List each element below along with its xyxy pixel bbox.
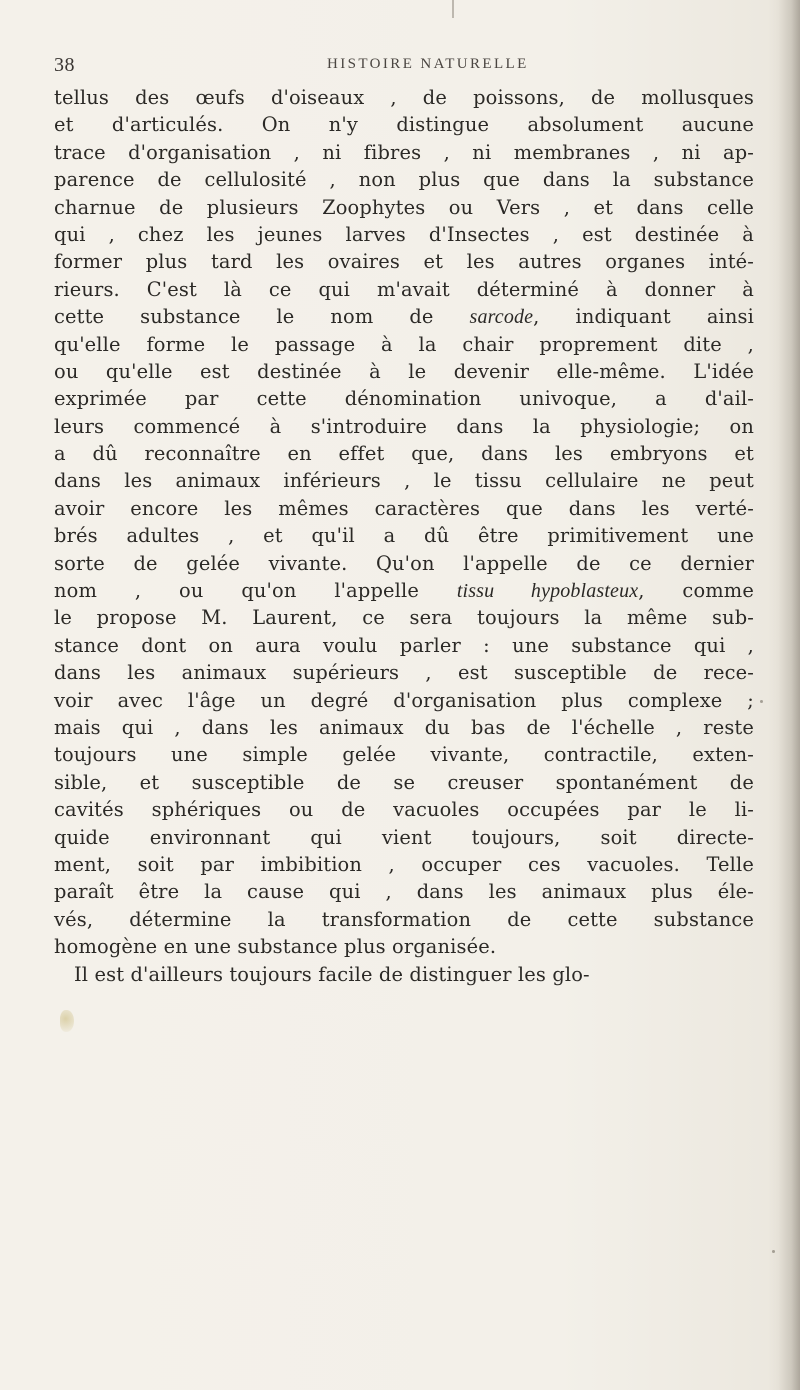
page-number: 38 (54, 54, 75, 76)
text-line: mais qui , dans les animaux du bas de l'échelle , reste (54, 715, 754, 739)
italic-term-sarcode: sarcode (469, 306, 534, 329)
text-line: stance dont on aura voulu parler : une substance qui , (54, 633, 754, 657)
text-fragment: , indiquant ainsi (533, 305, 754, 329)
text-line: sible, et susceptible de se creuser spontanément de (54, 770, 754, 794)
top-margin-mark (452, 0, 454, 18)
paper-speck (760, 700, 763, 703)
text-line: rieurs. C'est là ce qui m'avait déterminé à donner à (54, 277, 754, 301)
page-edge-shadow (778, 0, 800, 1390)
text-line: a dû reconnaître en effet que, dans les embryons et (54, 442, 754, 466)
text-line: charnue de plusieurs Zoophytes ou Vers , et dans celle (54, 195, 754, 219)
text-line: tellus des œufs d'oiseaux , de poissons, de mollusques (54, 86, 754, 109)
text-line: trace d'organisation , ni fibres , ni membranes , ni ap- (54, 140, 754, 164)
text-line: le propose M. Laurent, ce sera toujours la même sub- (54, 606, 754, 630)
text-line: dans les animaux inférieurs , le tissu cellulaire ne peut (54, 469, 754, 493)
text-line: dans les animaux supérieurs , est susceptible de rece- (54, 661, 754, 685)
text-line: leurs commencé à s'introduire dans la physiologie; on (54, 414, 754, 438)
text-line: brés adultes , et qu'il a dû être primitivement une (54, 524, 754, 548)
page-header (54, 54, 754, 78)
text-line: cavités sphériques ou de vacuoles occupées par le li- (54, 798, 754, 822)
text-line (54, 303, 754, 330)
text-fragment: , comme (638, 579, 754, 603)
text-line: et d'articulés. On n'y distingue absolument aucune (54, 113, 754, 137)
paper-stain (60, 1010, 74, 1032)
text-line: quide environnant qui vient toujours, soit directe- (54, 825, 754, 849)
text-line: ment, soit par imbibition , occuper ces vacuoles. Telle (54, 852, 754, 876)
text-line: qu'elle forme le passage à la chair proprement dite , (54, 332, 754, 356)
body-text (54, 84, 754, 988)
paper-speck (772, 1250, 775, 1253)
text-line: qui , chez les jeunes larves d'Insectes , est destinée à (54, 222, 754, 246)
text-line: parence de cellulosité , non plus que dans la substance (54, 168, 754, 192)
text-line: sorte de gelée vivante. Qu'on l'appelle de ce dernier (54, 551, 754, 575)
text-line: former plus tard les ovaires et les autres organes inté- (54, 250, 754, 274)
text-fragment: cette substance le nom de (54, 305, 470, 329)
text-fragment: nom , ou qu'on l'appelle (54, 579, 457, 603)
paragraph-last-line: homogène en une substance plus organisée. (54, 935, 497, 959)
text-line: paraît être la cause qui , dans les animaux plus éle- (54, 880, 754, 904)
text-line: toujours une simple gelée vivante, contractile, exten- (54, 743, 754, 767)
text-line (54, 577, 754, 604)
text-line: voir avec l'âge un degré d'organisation plus complexe ; (54, 688, 754, 712)
text-line: vés, détermine la transformation de cette substance (54, 907, 754, 931)
text-line: ou qu'elle est destinée à le devenir elle-même. L'idée (54, 359, 754, 383)
text-line: avoir encore les mêmes caractères que dans les verté- (54, 496, 754, 520)
running-title: HISTOIRE NATURELLE (327, 56, 529, 72)
italic-term-tissu-hypoblasteux: tissu hypoblasteux (456, 580, 639, 603)
text-line: exprimée par cette dénomination univoque, a d'ail- (54, 387, 754, 411)
paragraph-first-line: Il est d'ailleurs toujours facile de distinguer les glo- (74, 962, 590, 986)
